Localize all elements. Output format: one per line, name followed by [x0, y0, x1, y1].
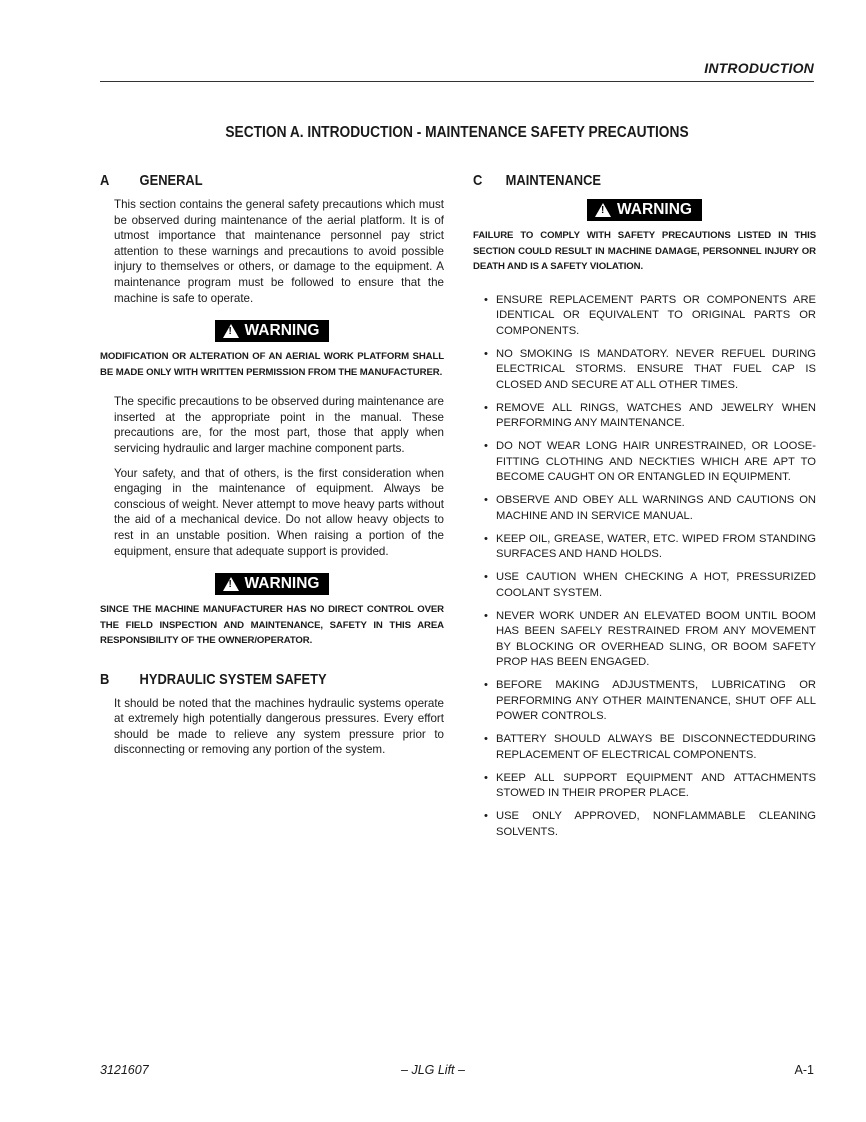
list-item: • KEEP OIL, GREASE, WATER, ETC. WIPED FROM STANDING SURFACES AND HAND HOLDS. — [484, 532, 816, 560]
list-item: • BATTERY SHOULD ALWAYS BE DISCONNECTEDDURING REPLACEMENT OF ELECTRICAL COMPONENTS. — [484, 733, 816, 761]
right-column — [473, 172, 816, 848]
warning-badge — [215, 573, 330, 595]
warning-text-2: SINCE THE MACHINE MANUFACTURER HAS NO DIRECT CONTROL OVER THE FIELD INSPECTION AND MAINTENANCE, SAFETY IN THIS AREA RESPONSIBILITY OF THE OWNER/OPERATOR. — [100, 604, 444, 647]
general-paragraph-1: This section contains the general safety precautions which must be observed during maintenance of the aerial platform. It is of utmost importance that maintenance personnel pay strict attention to these warnings and precautions to avoid possible injury to themselves or others, or damage to the equipment. A maintenance program must be followed to ensure that the machine is safe to operate. — [114, 198, 444, 305]
footer-brand: – JLG Lift – — [401, 1063, 465, 1077]
list-item: • REMOVE ALL RINGS, WATCHES AND JEWELRY WHEN PERFORMING ANY MAINTENANCE. — [484, 401, 816, 429]
general-paragraph-3: Your safety, and that of others, is the first consideration when engaging in the maintenance of equipment. Always be conscious of weight. Never attempt to move heavy parts without the aid of a mechanical device. Do not allow heavy objects to rest in an unstable position. When raising a portion of the equipment, ensure that adequate support is provided. — [114, 466, 444, 558]
warning-label: WARNING — [244, 575, 320, 593]
section-title: SECTION A. INTRODUCTION - MAINTENANCE SAFETY PRECAUTIONS — [225, 124, 689, 141]
list-item: • NEVER WORK UNDER AN ELEVATED BOOM UNTIL BOOM HAS BEEN SAFELY RESTRAINED FROM ANY MOVEMENT BY BLOCKING OR OVERHEAD SLING, OR BOOM SAFETY PROP HAS BEEN ENGAGED. — [484, 609, 816, 668]
maintenance-heading — [473, 172, 768, 189]
warning-triangle-icon: ! — [223, 577, 239, 591]
maintenance-heading-text: MAINTENANCE — [505, 172, 602, 189]
warning-triangle-icon: ! — [595, 203, 611, 217]
general-heading-text: GENERAL — [139, 172, 203, 189]
warning-triangle-icon: ! — [223, 324, 239, 338]
warning-label: WARNING — [617, 201, 692, 218]
warning-text-1: MODIFICATION OR ALTERATION OF AN AERIAL WORK PLATFORM SHALL BE MADE ONLY WITH WRITTEN PERMISSION FROM THE MANUFACTURER. — [100, 351, 444, 378]
maintenance-letter: C — [473, 172, 483, 189]
footer-page-number: A-1 — [794, 1063, 814, 1077]
warning-block-2 — [100, 573, 444, 596]
general-heading — [100, 172, 396, 189]
general-letter: A — [100, 172, 110, 189]
maintenance-bullet-list — [473, 293, 816, 841]
hydraulic-heading-text: HYDRAULIC SYSTEM SAFETY — [139, 670, 327, 688]
list-item: • OBSERVE AND OBEY ALL WARNINGS AND CAUTIONS ON MACHINE AND IN SERVICE MANUAL. — [484, 494, 816, 522]
running-header: INTRODUCTION — [704, 60, 814, 76]
list-item: • ENSURE REPLACEMENT PARTS OR COMPONENTS ARE IDENTICAL OR EQUIVALENT TO ORIGINAL PARTS OR COMPONENTS. — [484, 293, 816, 337]
list-item: • USE ONLY APPROVED, NONFLAMMABLE CLEANING SOLVENTS. — [484, 810, 816, 838]
warning-badge — [215, 320, 330, 342]
list-item: • BEFORE MAKING ADJUSTMENTS, LUBRICATING OR PERFORMING ANY OTHER MAINTENANCE, SHUT OFF ALL POWER CONTROLS. — [484, 679, 816, 722]
header-rule — [100, 81, 814, 82]
left-column — [100, 172, 444, 767]
list-item: • KEEP ALL SUPPORT EQUIPMENT AND ATTACHMENTS STOWED IN THEIR PROPER PLACE. — [484, 771, 816, 799]
hydraulic-letter: B — [100, 670, 110, 688]
general-paragraph-2: The specific precautions to be observed during maintenance are inserted at the appropriate point in the manual. These precautions are, for the most part, those that apply when servicing hydraulic and larger machine component parts. — [114, 395, 444, 455]
hydraulic-paragraph: It should be noted that the machines hydraulic systems operate at extremely high potentially dangerous pressures. Every effort should be made to relieve any system pressure prior to disconnecting or removing any portion of the system. — [114, 696, 444, 757]
warning-badge — [587, 199, 702, 221]
footer-doc-number: 3121607 — [100, 1063, 149, 1077]
warning-text-3: FAILURE TO COMPLY WITH SAFETY PRECAUTIONS LISTED IN THIS SECTION COULD RESULT IN MACHINE DAMAGE, PERSONNEL INJURY OR DEATH AND IS A SAFETY VIOLATION. — [473, 230, 816, 272]
warning-block-3 — [473, 199, 816, 222]
list-item: • DO NOT WEAR LONG HAIR UNRESTRAINED, OR LOOSE-FITTING CLOTHING AND NECKTIES WHICH ARE APT TO BECOME CAUGHT ON OR ENTANGLED IN EQUIPMENT. — [484, 440, 816, 483]
warning-label: WARNING — [244, 322, 320, 340]
list-item: • USE CAUTION WHEN CHECKING A HOT, PRESSURIZED COOLANT SYSTEM. — [484, 571, 816, 599]
hydraulic-heading — [100, 671, 396, 688]
warning-block-1 — [100, 320, 444, 343]
list-item: • NO SMOKING IS MANDATORY. NEVER REFUEL DURING ELECTRICAL STORMS. ENSURE THAT FUEL CAP IS CLOSED AND SECURE AT ALL OTHER TIMES. — [484, 347, 816, 391]
